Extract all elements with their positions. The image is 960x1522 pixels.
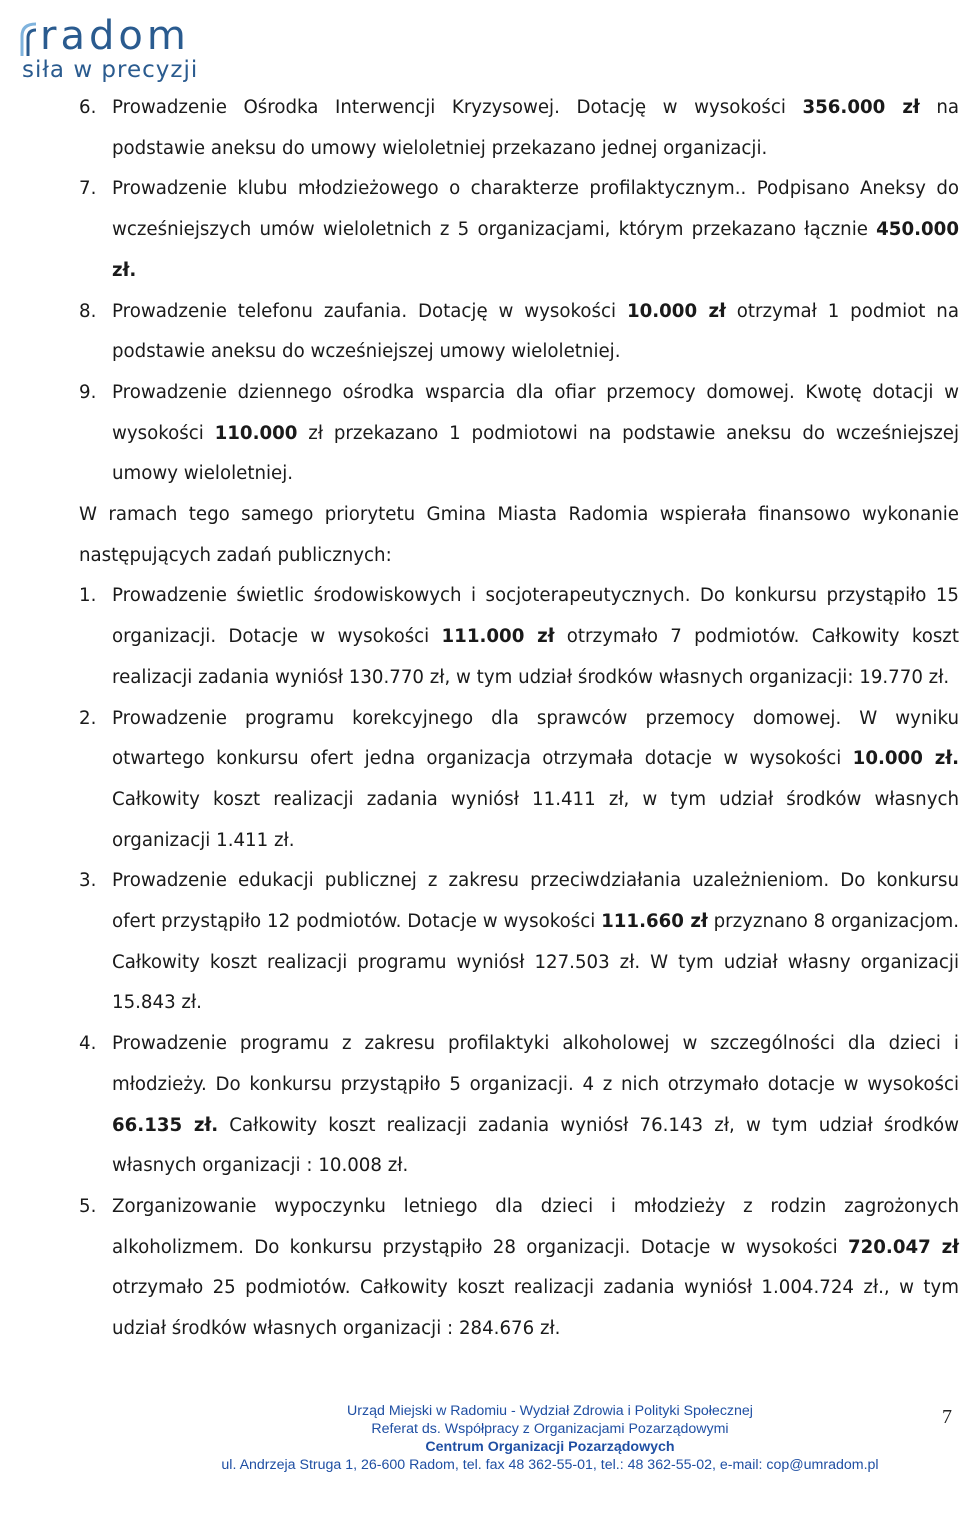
text-run: Całkowity koszt realizacji zadania wyniósł 76.143 zł, w tym udział środków własnych organizacji : 10.008 zł. bbox=[112, 1114, 959, 1177]
logo-swoosh-icon bbox=[20, 22, 38, 56]
list-item bbox=[79, 169, 959, 291]
footer-line-1: Urząd Miejski w Radomiu - Wydział Zdrowia i Polityki Społecznej bbox=[347, 1403, 753, 1419]
list-item-number: 9. bbox=[79, 381, 97, 403]
list-item bbox=[79, 373, 959, 495]
text-run: przyznano 8 organizacjom. Całkowity koszt realizacji programu wyniósł 127.503 zł. W tym udział własny organizacji 15.843 zł. bbox=[112, 911, 959, 1014]
amount-bold: 450.000 zł. bbox=[112, 219, 959, 281]
text-run: otrzymało 7 podmiotów. Całkowity koszt realizacji zadania wyniósł 130.770 zł, w tym udział środków własnych organizacji: 19.770 zł. bbox=[112, 626, 959, 688]
text-run: otrzymał 1 podmiot na podstawie aneksu do wcześniejszej umowy wieloletniej. bbox=[112, 300, 959, 363]
list-item-text bbox=[112, 861, 959, 1024]
list-item-text bbox=[112, 1187, 959, 1350]
text-run: Prowadzenie świetlic środowiskowych i socjoterapeutycznych. Do konkursu przystąpiło 15 organizacji. Dotacje w wysokości bbox=[112, 585, 959, 648]
footer-line-3: Centrum Organizacji Pozarządowych bbox=[425, 1439, 675, 1455]
list-item-number: 1. bbox=[79, 585, 97, 607]
list-item-text bbox=[112, 88, 959, 169]
list-item-number: 2. bbox=[79, 707, 97, 729]
logo-word: radom bbox=[40, 13, 190, 59]
text-run: Prowadzenie dziennego ośrodka wsparcia dla ofiar przemocy domowej. Kwotę dotacji w wysokości bbox=[112, 381, 959, 444]
document-body bbox=[79, 88, 959, 1350]
list-item-text bbox=[112, 169, 959, 291]
amount-bold: 720.047 zł bbox=[847, 1236, 959, 1258]
page-number: 7 bbox=[942, 1406, 952, 1428]
text-run: Prowadzenie Ośrodka Interwencji Kryzysowej. Dotację w wysokości bbox=[112, 97, 803, 118]
list-item-text bbox=[112, 699, 959, 862]
amount-bold: 111.660 zł bbox=[601, 911, 708, 933]
list-b bbox=[79, 576, 959, 1349]
list-item bbox=[79, 861, 959, 1024]
text-run: na podstawie aneksu do umowy wieloletniej przekazano jednej organizacji. bbox=[112, 97, 959, 159]
list-item bbox=[79, 1024, 959, 1187]
list-item bbox=[79, 1187, 959, 1350]
amount-bold: 10.000 zł bbox=[626, 300, 726, 322]
list-item-number: 8. bbox=[79, 300, 97, 322]
list-item-number: 5. bbox=[79, 1195, 97, 1217]
text-run: Prowadzenie programu z zakresu profilaktyki alkoholowej w szczególności dla dzieci i młodzieży. Do konkursu przystąpiło 5 organizacji. 4 z nich otrzymało dotacje w wysokości bbox=[112, 1033, 959, 1095]
footer-line-2: Referat ds. Współpracy z Organizacjami Pozarządowymi bbox=[371, 1421, 729, 1437]
footer-line-4: ul. Andrzeja Struga 1, 26-600 Radom, tel. fax 48 362-55-01, tel.: 48 362-55-02, e-mail: cop@umradom.pl bbox=[221, 1457, 879, 1473]
list-item bbox=[79, 576, 959, 698]
text-run: Zorganizowanie wypoczynku letniego dla dzieci i młodzieży z rodzin zagrożonych alkoholizmem. Do konkursu przystąpiło 28 organizacji. Dotacje w wysokości bbox=[112, 1195, 959, 1258]
amount-bold: 111.000 zł bbox=[441, 626, 555, 648]
amount-bold: 66.135 zł. bbox=[112, 1114, 219, 1136]
text-run: Prowadzenie programu korekcyjnego dla sprawców przemocy domowej. W wyniku otwartego konkursu ofert jedna organizacja otrzymała dotacje w wysokości bbox=[112, 707, 959, 770]
footer bbox=[180, 1402, 920, 1474]
list-item-text bbox=[112, 292, 959, 373]
list-item bbox=[79, 88, 959, 169]
intro-paragraph: W ramach tego samego priorytetu Gmina Miasta Radomia wspierała finansowo wykonanie następujących zadań publicznych: bbox=[79, 504, 959, 566]
amount-bold: 10.000 zł. bbox=[852, 748, 959, 770]
list-item-number: 6. bbox=[79, 97, 97, 118]
list-item-text bbox=[112, 373, 959, 495]
text-run: otrzymało 25 podmiotów. Całkowity koszt realizacji zadania wyniósł 1.004.724 zł., w tym udział środków własnych organizacji : 284.676 zł. bbox=[112, 1277, 959, 1340]
list-item-number: 4. bbox=[79, 1033, 97, 1055]
list-item-number: 7. bbox=[79, 178, 97, 200]
text-run: Całkowity koszt realizacji zadania wyniósł 11.411 zł, w tym udział środków własnych organizacji 1.411 zł. bbox=[112, 788, 959, 851]
text-run: zł przekazano 1 podmiotowi na podstawie aneksu do wcześniejszej umowy wieloletniej. bbox=[112, 422, 960, 485]
text-run: Prowadzenie klubu młodzieżowego o charakterze profilaktycznym.. Podpisano Aneksy do wcześniejszych umów wieloletnich z 5 organizacjami, którym przekazano łącznie bbox=[112, 178, 959, 241]
list-item-text bbox=[112, 576, 959, 698]
list-item bbox=[79, 292, 959, 373]
amount-bold: 356.000 zł bbox=[802, 97, 920, 118]
text-run: Prowadzenie edukacji publicznej z zakresu przeciwdziałania uzależnieniom. Do konkursu ofert przystąpiło 12 podmiotów. Dotacje w wysokości bbox=[112, 870, 959, 933]
list-item-number: 3. bbox=[79, 870, 97, 892]
list-item-text bbox=[112, 1024, 959, 1187]
logo-tagline: siła w precyzji bbox=[22, 57, 199, 83]
list-item bbox=[79, 699, 959, 862]
list-a bbox=[79, 88, 959, 495]
radom-logo bbox=[20, 13, 220, 83]
amount-bold: 110.000 bbox=[214, 422, 298, 444]
text-run: Prowadzenie telefonu zaufania. Dotację w wysokości bbox=[112, 300, 627, 322]
